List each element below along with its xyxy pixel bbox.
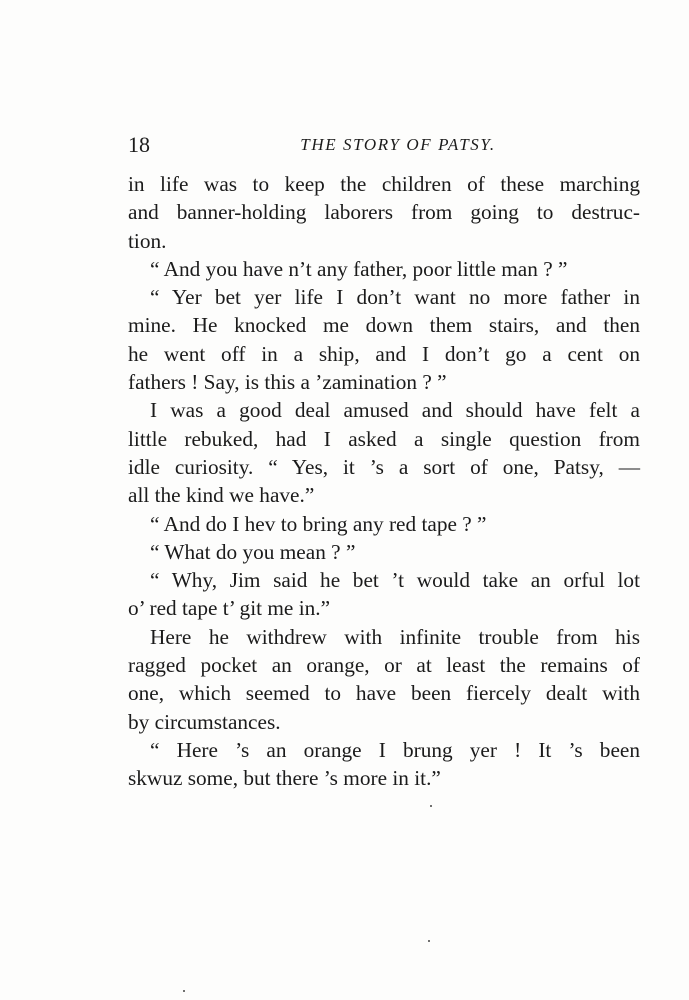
paper-speck [430,805,432,807]
text-line: idle curiosity. “ Yes, it ’s a sort of one, Patsy, — [128,454,640,479]
text-line: in life was to keep the children of these marching [128,172,640,196]
text-line: he went off in a ship, and I don’t go a cent on [128,341,640,366]
text-line: skwuz some, but there ’s more in it.” [128,766,441,791]
text-line: “ And do I hev to bring any red tape ? ” [150,511,487,536]
text-line: tion. [128,228,167,253]
text-line: Here he withdrew with infinite trouble from his [150,624,640,649]
text-line: “ Why, Jim said he bet ’t would take an orful lot [150,568,640,593]
text-line: ragged pocket an orange, or at least the remains of [128,653,640,678]
paper-speck [183,990,185,992]
running-title: THE STORY OF PATSY. [300,135,496,154]
text-line: and banner-holding laborers from going to destruc- [128,200,640,225]
text-line: mine. He knocked me down them stairs, and then [128,313,640,338]
text-line: all the kind we have.” [128,483,315,508]
paper-speck [428,940,430,942]
page-header [128,130,640,160]
page-number: 18 [128,132,150,157]
text-line: “ Here ’s an orange I brung yer ! It ’s been [150,737,640,762]
text-line: I was a good deal amused and should have felt a [150,398,640,423]
text-line: one, which seemed to have been fiercely dealt with [128,681,640,706]
text-line: by circumstances. [128,709,281,734]
text-line: little rebuked, had I asked a single question from [128,426,640,451]
text-line: fathers ! Say, is this a ’zamination ? ” [128,370,447,395]
text-line: “ Yer bet yer life I don’t want no more father in [150,285,640,310]
text-line: “ And you have n’t any father, poor little man ? ” [150,256,568,281]
body-text [128,170,640,793]
text-line: “ What do you mean ? ” [150,539,356,564]
text-line: o’ red tape t’ git me in.” [128,596,331,621]
